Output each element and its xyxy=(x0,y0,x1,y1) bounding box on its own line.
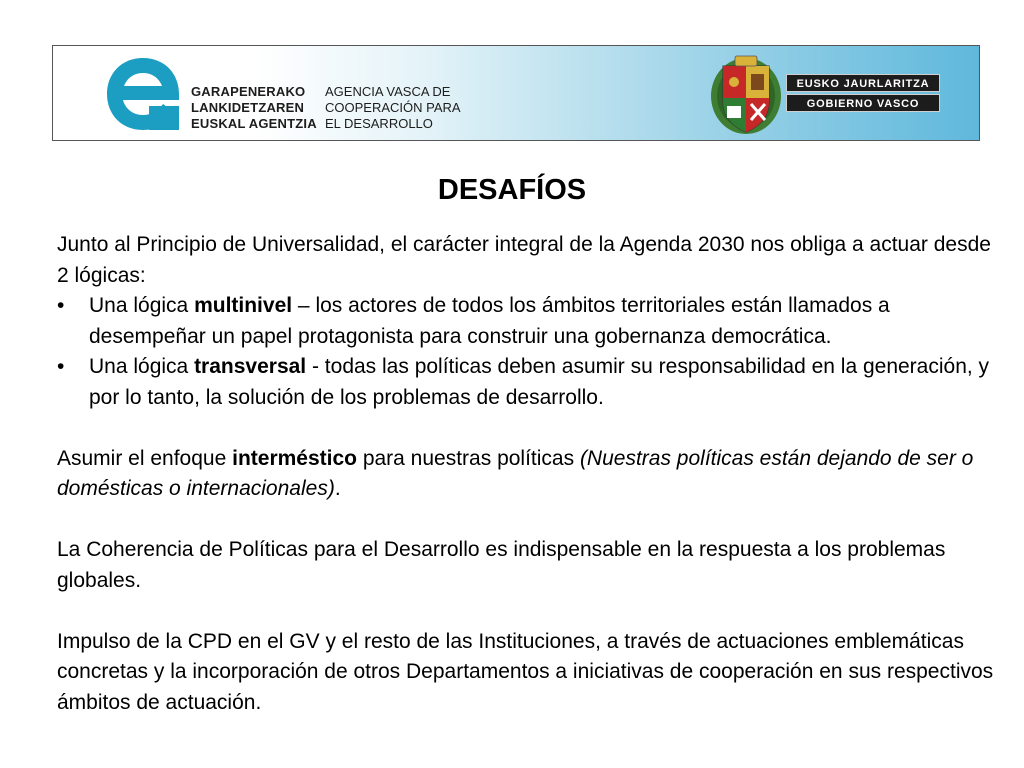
agency-name-basque xyxy=(191,84,317,132)
bullet-transversal xyxy=(57,352,997,413)
agency-es-line-3: EL DESARROLLO xyxy=(325,116,433,131)
para2-mid: para nuestras políticas xyxy=(356,446,580,470)
agency-es-line-1: AGENCIA VASCA DE xyxy=(325,84,451,99)
bullet-2-text: - todas las políticas deben asumir su responsabilidad en la generación, y por lo tanto, la solución de los problemas de desarrollo. xyxy=(89,355,990,409)
agency-eu-line-2: LANKIDETZAREN xyxy=(191,100,305,115)
spacer xyxy=(57,505,997,536)
bullet-1-pre: Una lógica xyxy=(89,294,195,317)
intro-paragraph: Junto al Principio de Universalidad, el carácter integral de la Agenda 2030 nos obliga a actuar desde 2 lógicas: xyxy=(57,233,991,287)
e-logo-icon xyxy=(103,54,183,134)
intermestic-paragraph xyxy=(57,444,997,505)
bullet-2-keyword: transversal xyxy=(194,355,307,378)
bullet-1-text: – los actores de todos los ámbitos territoriales están llamados a desempeñar un papel protagonista para construir una gobernanza democrática. xyxy=(89,294,890,348)
para2-pre: Asumir el enfoque xyxy=(57,446,233,470)
agency-name-spanish xyxy=(325,84,461,132)
bullet-mark: • xyxy=(57,294,65,317)
bullet-multinivel xyxy=(57,291,997,352)
spacer xyxy=(57,596,997,627)
header-banner xyxy=(52,45,980,141)
para2-italic: (Nuestras políticas están dejando de ser o domésticas o internacionales) xyxy=(57,446,974,500)
gov-label-spanish: GOBIERNO VASCO xyxy=(786,94,940,112)
gov-label-basque: EUSKO JAURLARITZA xyxy=(786,74,940,92)
bullet-mark: • xyxy=(57,355,65,378)
para2-keyword: interméstico xyxy=(232,446,357,470)
bullet-2-pre: Una lógica xyxy=(89,355,195,378)
agency-eu-line-1: GARAPENERAKO xyxy=(191,84,306,99)
para2-post: . xyxy=(334,477,341,500)
slide-body xyxy=(57,230,997,718)
agency-eu-line-3: EUSKAL AGENTZIA xyxy=(191,116,317,131)
coat-of-arms-icon xyxy=(709,52,783,136)
coherence-paragraph: La Coherencia de Políticas para el Desarrollo es indispensable en la respuesta a los problemas globales. xyxy=(57,538,946,592)
government-labels xyxy=(786,74,940,114)
spacer xyxy=(57,413,997,444)
slide-title: DESAFÍOS xyxy=(437,174,587,206)
agency-es-line-2: COOPERACIÓN PARA xyxy=(325,100,461,115)
impulse-paragraph: Impulso de la CPD en el GV y el resto de las Instituciones, a través de actuaciones emblemáticas concretas y la incorporación de otros Departamentos a iniciativas de cooperación en sus respectivos ámbitos de actuación. xyxy=(57,629,994,714)
bullet-1-keyword: multinivel xyxy=(194,294,293,317)
